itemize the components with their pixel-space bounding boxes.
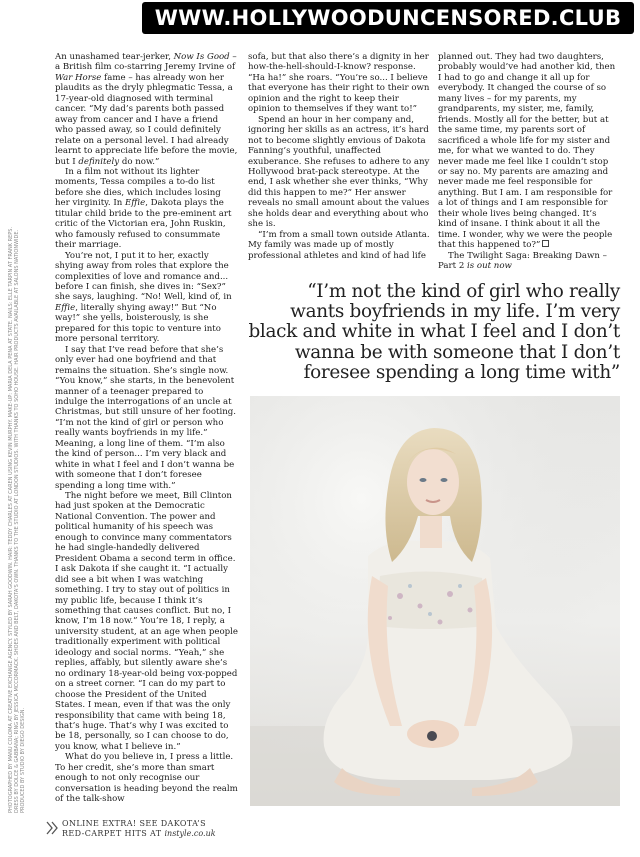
watermark-text: WWW.HOLLYWOODUNCENSORED.CLUB xyxy=(154,6,622,30)
article-paragraph xyxy=(248,115,430,230)
paragraph-text: do now.” xyxy=(119,156,160,167)
online-extra-line2: RED-CARPET HITS AT xyxy=(62,829,162,838)
paragraph-text: In a film not without its lighter moments, Tessa compiles a to-do list before she dies, which includes losing her virginity. In xyxy=(55,166,221,209)
italic-text: War Horse xyxy=(55,72,102,83)
paragraph-text: fame – has already won her plaudits as the dryly phlegmatic Tessa, a 17-year-old diagnosed with terminal cancer. “My dad’s parents both passed away from cancer and I have a friend who passed away, so I could definitely relate on a personal level. I had already learnt to appreciate life before the movie, but I xyxy=(55,72,238,167)
italic-text: Effie xyxy=(125,198,146,209)
article-column-1 xyxy=(55,52,238,805)
paragraph-text: – a British film co-starring Jeremy Irvine of xyxy=(55,52,237,73)
paragraph-text: planned out. They had two daughters, probably would’ve had another kid, then I had to go and change it all up for everybody. It changed the course of so many lives – for my parents, my grandparents, my sister, me, family, friends. Mostly all for the better, but at the same time, my parents sort of sacrificed a whole life for my sister and me, for what we wanted to do. They never made me feel like I couldn’t stop or say no. My parents are amazing and never made me feel responsible for anything. But I am. I am responsible for a lot of things and I am responsible for their whole lives being changed. It’s kind of insane. I think about it all the time. I wonder, why we were the people that this happened to?” xyxy=(438,52,616,251)
online-extra xyxy=(62,819,262,839)
paragraph-text: What do you believe in, I press a little. To her credit, she’s more than smart enough to not only recognise our conversation is heading beyond the realm of the talk-show xyxy=(55,752,238,805)
italic-text: Effie xyxy=(55,302,76,313)
portrait-photo xyxy=(250,396,620,806)
paragraph-text: , literally shying away!” But “No way!” she yells, boisterously, is she prepared for this topic to venture into more personal territory. xyxy=(55,302,221,345)
article-paragraph xyxy=(55,167,238,251)
italic-text: definitely xyxy=(78,156,120,167)
article-paragraph xyxy=(248,230,430,261)
paragraph-text: The Twilight Saga: Breaking Dawn – Part 2 xyxy=(438,250,607,272)
online-extra-line1: ONLINE EXTRA! SEE DAKOTA’S xyxy=(62,819,206,828)
photo-credits-text: PHOTOGRAPHED BY MANU COLOMA AT CREATIVE EXCHANGE AGENCY. STYLED BY SARAH GOODWIN. HAIR: TEDDY CHARLES AT CAREN USING KEVIN MURPHY. MAKE-UP: MARIA DELA PENA AT STATE. NAILS: ELLE TARPIN AT FRANK REPS. DRESS BY DOLCE & GABBANA; RING BY JESSICA MCCORMACK. SHOES AND BELT, DAKOTA'S OWN. THANKS TO THE STUDIO AT LONDON STUDIOS. WITH THANKS TO SOHO HOUSE. HAIR PRODUCTS AVAILABLE AT SALONS NATIONWIDE. PRODUCED BY STUDIO BY DIEGO DESIGN. xyxy=(8,226,27,813)
paragraph-text: An unashamed tear-jerker, xyxy=(55,52,174,62)
paragraph-text: sofa, but that also there’s a dignity in her how-the-hell-should-I-know? response. “Ha ha!” she roars. “You’re so... I believe that everyone has their right to their own opinion and the right to keep their opinion to themselves if they want to!” xyxy=(248,52,430,115)
article-paragraph xyxy=(438,251,618,272)
article-column-3 xyxy=(438,52,618,272)
article-column-2 xyxy=(248,52,430,261)
italic-text: is out now xyxy=(467,261,512,272)
article-paragraph xyxy=(55,52,238,167)
paragraph-text: I say that I’ve read before that she’s only ever had one boyfriend and that remains the situation. She’s single now. “You know,” she starts, in the benevolent manner of a teenager prepared to indulge the interrogations of an uncle at Christmas, but still unsure of her footing. “I’m not the kind of girl or person who really wants boyfriends in my life.” Meaning, a long line of them. “I’m also the kind of person... I’m very black and white in what I feel and I don’t wanna be with someone that I don’t foresee spending a long time with.” xyxy=(55,344,237,491)
article-paragraph xyxy=(55,345,238,491)
paragraph-text: The night before we meet, Bill Clinton had just spoken at the Democratic National Convention. The power and political humanity of his speech was enough to convince many commentators he had single-handedly delivered President Obama a second term in office. I ask Dakota if she caught it. “I actually did see a bit when I was watching something. I try to stay out of politics in my public life, because I think it’s something that causes conflict. But no, I know, I’m 18 now.” You’re 18, I reply, a university student, at an age when people traditionally experiment with political ideology and social norms. “Yeah,” she replies, affably, but silently aware she’s no ordinary 18-year-old being vox-popped on a street corner. “I can do my part to choose the President of the United States. I mean, even if that was the only responsibility that came with being 18, that’s huge. That’s why I was excited to be 18, personally, so I can choose to do, you know, what I believe in.” xyxy=(55,491,238,752)
paragraph-text: Spend an hour in her company and, ignoring her skills as an actress, it’s hard not to become slightly envious of Dakota Fanning’s youthful, unaffected exuberance. She refuses to adhere to any Hollywood brat-pack stereotype. At the end, I ask whether she ever thinks, “Why did this happen to me?” Her answer reveals no small amount about the values she holds dear and everything about who she is. xyxy=(248,114,430,230)
portrait-photo-illustration xyxy=(250,396,620,806)
photo-credits xyxy=(8,223,48,813)
online-extra-url[interactable]: instyle.co.uk xyxy=(164,829,216,838)
article-paragraph xyxy=(55,251,238,345)
paragraph-text: , Dakota plays the titular child bride to the pre-eminent art critic of the Victorian era, John Ruskin, who famously refused to consummate their marriage. xyxy=(55,198,232,251)
article-paragraph xyxy=(55,491,238,752)
pull-quote: “I’m not the kind of girl who really wants boyfriends in my life. I’m very black and white in what I feel and I don’t wanna be with someone that I don’t foresee spending a long time with” xyxy=(248,281,620,383)
paragraph-text: “I’m from a small town outside Atlanta. My family was made up of mostly professional athletes and kind of had life xyxy=(248,229,430,261)
paragraph-text: You’re not, I put it to her, exactly shying away from roles that explore the complexities of love and romance and... before I can finish, she dives in: “Sex?” she says, laughing. “No! Well, kind of, in xyxy=(55,250,232,303)
article-paragraph xyxy=(248,52,430,115)
double-chevron-icon xyxy=(46,821,58,835)
italic-text: Now Is Good xyxy=(173,52,230,62)
article-paragraph xyxy=(55,752,238,804)
end-mark-icon xyxy=(542,240,549,247)
article-paragraph xyxy=(438,52,618,251)
